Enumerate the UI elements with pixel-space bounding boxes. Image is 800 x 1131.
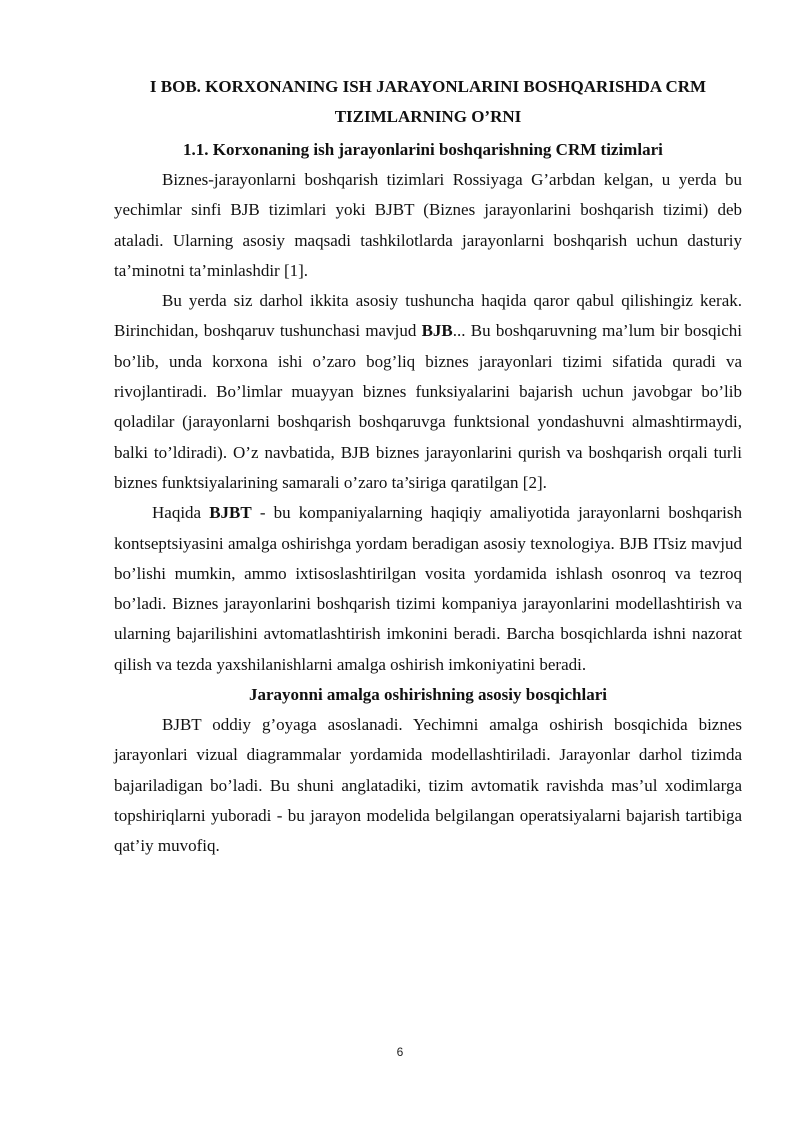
- document-page: [114, 72, 742, 862]
- paragraph-3: [114, 498, 742, 680]
- paragraph-1: Biznes-jarayonlarni boshqarish tizimlari Rossiyaga G’arbdan kelgan, u yerda bu yechimlar sinfi BJB tizimlari yoki BJBT (Biznes jarayonlarini boshqarish tizimi) deb ataladi. Ularning asosiy maqsadi tashkilotlarda jarayonlarni boshqarish uchun dasturiy ta’minotni ta’minlashdir [1].: [114, 170, 742, 280]
- paragraph-3-bold-term: BJBT: [209, 503, 252, 523]
- chapter-title-line-2: TIZIMLARNING O’RNI: [334, 107, 522, 126]
- chapter-title: [114, 72, 742, 132]
- subsection-title: Jarayonni amalga oshirishning asosiy bosqichlari: [248, 685, 608, 705]
- paragraph-2-bold-term: BJB: [421, 321, 453, 341]
- page-number: 6: [396, 1045, 404, 1059]
- paragraph-3-text-end: - bu kompaniyalarning haqiqiy amaliyotida jarayonlarni boshqarish kontseptsiyasini amalga oshirishga yordam beradigan asosiy texnologiya. BJB ITsiz mavjud bo’lishi mumkin, ammo ixtisoslashtirilgan vosita yordamida ishlash osonroq va tezroq bo’ladi. Biznes jarayonlarini boshqarish tizimi kompaniya jarayonlarini modellashtirish va ularning bajarilishini avtomatlashtirish imkonini beradi. Barcha bosqichlarda ishni nazorat qilish va tezda yaxshilanishlarni amalga oshirish imkoniyatini beradi.: [114, 503, 742, 674]
- paragraph-3-text-start: Haqida: [152, 503, 210, 523]
- paragraph-2-text-start: Bu yerda siz darhol ikkita asosiy tushuncha haqida qaror qabul qilishingiz kerak. Birinchidan, boshqaruv tushunchasi mavjud: [114, 291, 742, 341]
- chapter-title-line-1: I BOB. KORXONANING ISH JARAYONLARINI BOSHQARISHDA CRM: [149, 77, 707, 96]
- section-title: 1.1. Korxonaning ish jarayonlarini boshqarishning CRM tizimlari: [183, 140, 663, 159]
- paragraph-4: BJBT oddiy g’oyaga asoslanadi. Yechimni amalga oshirish bosqichida biznes jarayonlari vizual diagrammalar yordamida modellashtiriladi. Jarayonlar darhol tizimda bajariladigan bo’ladi. Bu shuni anglatadiki, tizim avtomatik ravishda mas’ul xodimlarga topshiriqlarni yuboradi - bu jarayon modelida belgilangan operatsiyalarni bajarish tartibiga qat’iy muvofiq.: [114, 715, 742, 856]
- paragraph-2: [114, 286, 742, 498]
- paragraph-2-text-end: ... Bu boshqaruvning ma’lum bir bosqichi bo’lib, unda korxona ishi o’zaro bog’liq biznes jarayonlari tizimi sifatida quradi va rivojlantiradi. Bo’limlar muayyan biznes funksiyalarini bajarish uchun javobgar bo’lib qoladilar (jarayonlarni boshqarish boshqaruvga funktsional yondashuvni almashtirmaydi, balki to’ldiradi). O’z navbatida, BJB biznes jarayonlarini qurish va boshqarish orqali turli biznes funktsiyalarining samarali o’zaro ta’siriga qaratilgan [2].: [114, 321, 742, 492]
